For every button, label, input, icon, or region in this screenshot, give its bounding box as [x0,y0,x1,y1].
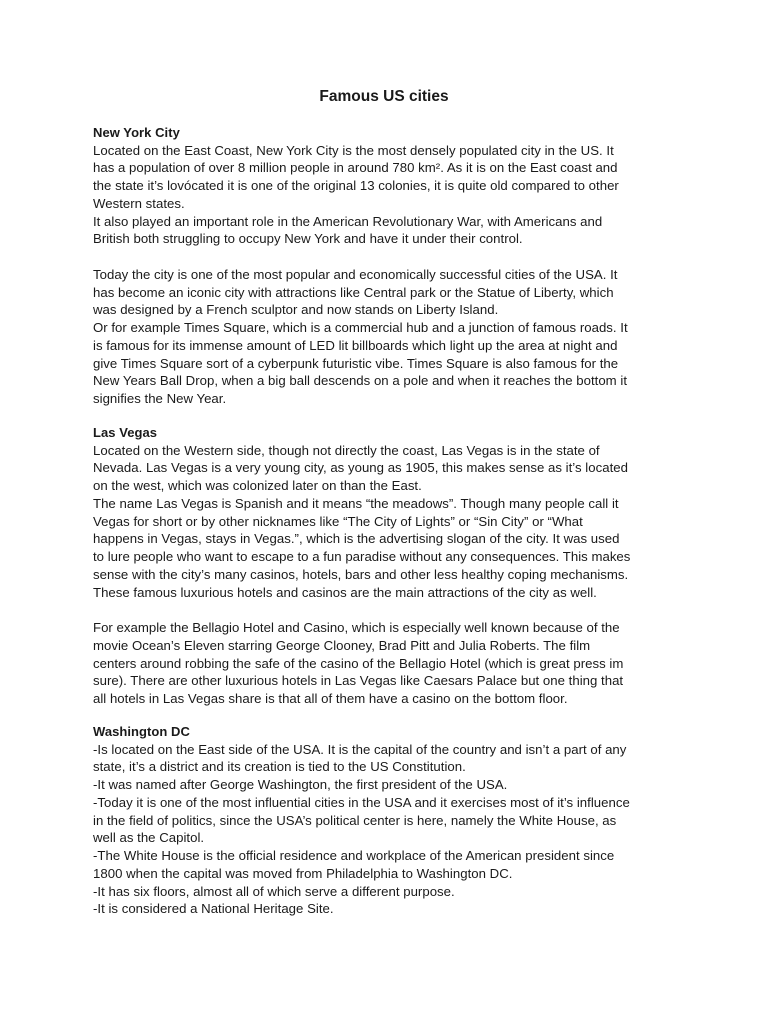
text-line: The name Las Vegas is Spanish and it means “the meadows”. Though many people call it [93,495,619,511]
paragraph [93,847,683,883]
paragraph [93,776,683,794]
text-line: 1800 when the capital was moved from Philadelphia to Washington DC. [93,865,513,881]
text-line: -Is located on the East side of the USA. It is the capital of the country and isn’t a part of any [93,741,627,757]
text-line: -It is considered a National Heritage Site. [93,901,334,917]
paragraph [93,619,683,708]
text-line: state, it’s a district and its creation is tied to the US Constitution. [93,759,466,775]
text-line: Today the city is one of the most popular and economically successful cities of the USA. It [93,266,618,282]
paragraph [93,900,683,918]
text-line: happens in Vegas, stays in Vegas.”, which is the advertising slogan of the city. It was used [93,531,620,547]
text-line: -It was named after George Washington, the first president of the USA. [93,777,508,793]
paragraph [93,495,683,602]
text-line: It also played an important role in the American Revolutionary War, with Americans and [93,213,603,229]
text-line: give Times Square sort of a cyberpunk futuristic vibe. Times Square is also famous for the [93,355,619,371]
section-heading: Washington DC [93,724,190,739]
paragraph [93,266,683,319]
paragraph [93,213,683,249]
text-line: on the west, which was colonized later on than the East. [93,478,422,494]
text-line: Located on the Western side, though not directly the coast, Las Vegas is in the state of [93,442,600,458]
text-line: centers around robbing the safe of the casino of the Bellagio Hotel (which is great press im [93,655,624,671]
section-heading: Las Vegas [93,425,158,440]
text-line: Western states. [93,195,185,211]
text-line: has a population of over 8 million people in around 780 km². As it is on the East coast and [93,160,618,176]
text-line: was designed by a French sculptor and now stands on Liberty Island. [93,302,499,318]
paragraph [93,319,683,408]
paragraph [93,794,683,847]
paragraph-gap [93,248,683,266]
section-washington-dc [93,723,683,918]
section-new-york-city [93,124,683,408]
text-line: has become an iconic city with attractions like Central park or the Statue of Liberty, which [93,284,614,300]
paragraph [93,442,683,495]
text-line: Located on the East Coast, New York City is the most densely populated city in the US. It [93,142,614,158]
text-line: is famous for its immense amount of LED lit billboards which light up the area at night and [93,337,618,353]
text-line: -Today it is one of the most influential cities in the USA and it exercises most of it’s influence [93,794,630,810]
paragraph [93,883,683,901]
text-line: movie Ocean’s Eleven starring George Clooney, Brad Pitt and Julia Roberts. The film [93,637,591,653]
text-line: Or for example Times Square, which is a commercial hub and a junction of famous roads. It [93,320,628,336]
text-line: sure). There are other luxurious hotels in Las Vegas like Caesars Palace but one thing that [93,673,624,689]
text-line: Nevada. Las Vegas is a very young city, as young as 1905, this makes sense as it’s located [93,460,628,476]
text-line: well as the Capitol. [93,830,205,846]
section-heading: New York City [93,125,180,140]
text-line: -The White House is the official residence and workplace of the American president since [93,848,615,864]
text-line: signifies the New Year. [93,391,227,407]
text-line: all hotels in Las Vegas share is that all of them have a casino on the bottom floor. [93,691,568,707]
text-line: in the field of politics, since the USA’s political center is here, namely the White House, as [93,812,617,828]
text-line: These famous luxurious hotels and casinos are the main attractions of the city as well. [93,584,597,600]
paragraph-gap [93,601,683,619]
text-line: British both struggling to occupy New York and have it under their control. [93,231,523,247]
text-line: -It has six floors, almost all of which serve a different purpose. [93,883,455,899]
page-title: Famous US cities [319,88,449,105]
text-line: For example the Bellagio Hotel and Casino, which is especially well known because of the [93,620,620,636]
text-line: to lure people who want to escape to a fun paradise without any consequences. This makes [93,549,631,565]
text-line: sense with the city’s many casinos, hotels, bars and other less healthy coping mechanisms. [93,566,629,582]
paragraph [93,741,683,777]
text-line: New Years Ball Drop, when a big ball descends on a pole and when it reaches the bottom it [93,373,628,389]
section-las-vegas [93,424,683,708]
text-line: Vegas for short or by other nicknames like “The City of Lights” or “Sin City” or “What [93,513,583,529]
paragraph [93,142,683,213]
text-line: the state it’s lovócated it is one of the original 13 colonies, it is quite old compared to other [93,178,619,194]
